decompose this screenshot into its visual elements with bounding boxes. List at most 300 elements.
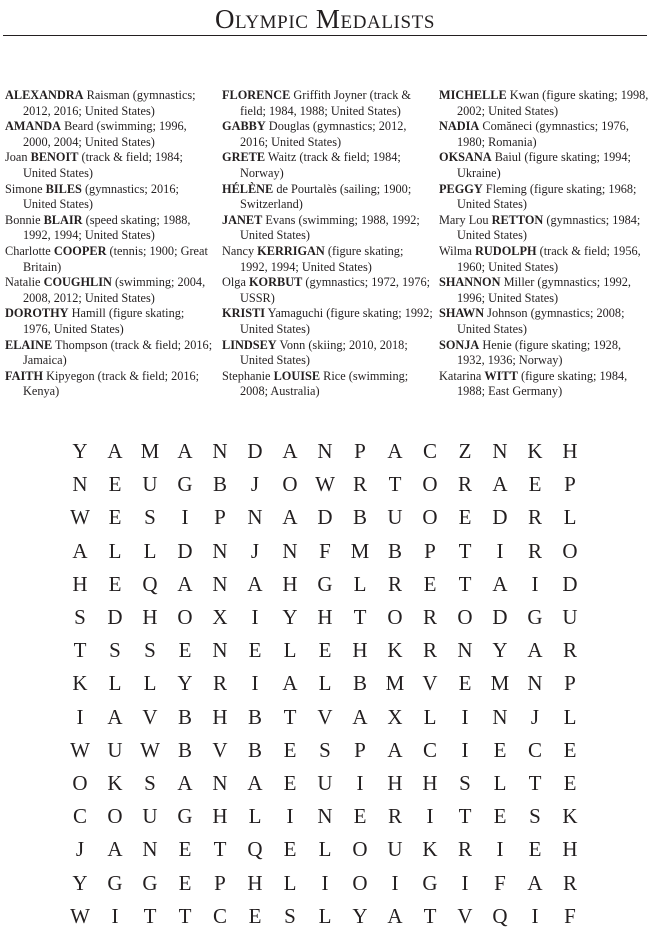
grid-letter[interactable]: U xyxy=(107,737,123,762)
grid-letter[interactable]: H xyxy=(422,771,438,795)
grid-letter[interactable]: C xyxy=(422,737,437,762)
entry-search-word: WITT xyxy=(484,368,518,383)
word-list-entry xyxy=(5,306,213,337)
grid-letter[interactable]: E xyxy=(458,671,472,696)
grid-letter[interactable]: I xyxy=(251,605,259,629)
grid-letter[interactable]: H xyxy=(247,870,263,895)
entry-search-word: LOUISE xyxy=(273,368,321,383)
grid-letter[interactable]: I xyxy=(461,737,469,762)
grid-letter[interactable]: A xyxy=(527,638,543,663)
word-list-entry xyxy=(439,338,649,369)
grid-letter[interactable]: A xyxy=(107,837,123,862)
grid-letter[interactable]: L xyxy=(108,671,122,696)
grid-letter[interactable]: A xyxy=(177,439,193,463)
grid-letter[interactable]: R xyxy=(527,538,542,563)
grid-letter[interactable]: O xyxy=(422,472,438,497)
grid-letter[interactable]: J xyxy=(75,837,85,862)
grid-letter[interactable]: R xyxy=(387,804,402,829)
entry-search-word: KORBUT xyxy=(248,275,303,290)
grid-letter[interactable]: H xyxy=(352,638,368,663)
entry-search-word: DOROTHY xyxy=(5,306,69,321)
grid-row xyxy=(63,734,588,767)
grid-letter[interactable]: N xyxy=(212,571,228,596)
grid-letter[interactable]: B xyxy=(387,538,402,563)
grid-letter[interactable]: M xyxy=(385,671,405,696)
grid-letter[interactable]: A xyxy=(247,771,263,795)
grid-letter[interactable]: G xyxy=(422,870,438,895)
grid-letter[interactable]: E xyxy=(178,870,192,895)
entry-search-word: BILES xyxy=(45,181,82,196)
grid-letter[interactable]: I xyxy=(286,804,294,829)
entry-search-word: HÉLÈNE xyxy=(222,181,274,196)
grid-letter[interactable]: S xyxy=(144,771,156,795)
grid-letter[interactable]: N xyxy=(142,837,158,862)
grid-letter[interactable]: E xyxy=(528,837,542,862)
grid-letter[interactable]: Q xyxy=(247,837,263,862)
grid-letter[interactable]: L xyxy=(248,804,262,829)
grid-letter[interactable]: I xyxy=(461,704,469,729)
grid-letter[interactable]: E xyxy=(563,737,577,762)
entry-search-word: BENOIT xyxy=(30,150,79,165)
entry-detail: Vonn (skiing; 2010, 2018; United States) xyxy=(240,337,408,368)
grid-letter[interactable]: R xyxy=(457,472,472,497)
entry-detail: Comăneci (gymnastics; 1976, 1980; Romania) xyxy=(457,119,629,149)
grid-letter[interactable]: K xyxy=(72,671,88,696)
grid-letter[interactable]: L xyxy=(318,671,332,696)
grid-letter[interactable]: A xyxy=(72,538,88,563)
grid-letter[interactable]: S xyxy=(319,737,331,762)
grid-letter[interactable]: N xyxy=(212,638,228,663)
grid-row xyxy=(63,701,588,734)
entry-detail: Beard (swimming; 1996, 2000, 2004; United States) xyxy=(23,119,187,149)
entry-search-word: ELAINE xyxy=(5,337,53,352)
entry-prefix: Mary Lou xyxy=(439,212,492,227)
grid-letter[interactable]: B xyxy=(212,472,227,497)
grid-letter[interactable]: X xyxy=(212,605,228,629)
grid-letter[interactable]: B xyxy=(177,704,192,729)
grid-letter[interactable]: M xyxy=(140,439,160,463)
grid-letter[interactable]: E xyxy=(248,903,262,928)
grid-letter[interactable]: H xyxy=(212,704,228,729)
grid-letter[interactable]: L xyxy=(318,903,332,928)
page-title: Olympic Medalists xyxy=(214,4,436,34)
grid-letter[interactable]: O xyxy=(352,870,368,895)
grid-letter[interactable]: C xyxy=(212,903,227,928)
word-list-entry xyxy=(5,213,213,244)
grid-letter[interactable]: A xyxy=(492,571,508,596)
grid-letter[interactable]: P xyxy=(214,870,226,895)
grid-letter[interactable]: L xyxy=(423,704,437,729)
grid-letter[interactable]: Y xyxy=(352,903,368,928)
grid-letter[interactable]: U xyxy=(387,837,403,862)
grid-letter[interactable]: V xyxy=(212,737,228,762)
grid-letter[interactable]: A xyxy=(492,472,508,497)
grid-letter[interactable]: F xyxy=(494,870,506,895)
grid-letter[interactable]: E xyxy=(423,571,437,596)
grid-letter[interactable]: O xyxy=(387,605,403,629)
grid-letter[interactable]: M xyxy=(490,671,510,696)
grid-letter[interactable]: T xyxy=(353,605,367,629)
grid-row xyxy=(63,767,588,800)
grid-letter[interactable]: U xyxy=(317,771,333,795)
grid-letter[interactable]: L xyxy=(283,870,297,895)
grid-letter[interactable]: T xyxy=(143,903,157,928)
grid-letter[interactable]: T xyxy=(528,771,542,795)
grid-letter[interactable]: H xyxy=(282,571,298,596)
grid-letter[interactable]: R xyxy=(422,638,437,663)
grid-letter[interactable]: Q xyxy=(492,903,508,928)
grid-letter[interactable]: N xyxy=(317,804,333,829)
grid-letter[interactable]: G xyxy=(177,804,193,829)
grid-letter[interactable]: V xyxy=(422,671,438,696)
grid-letter[interactable]: S xyxy=(459,771,471,795)
grid-letter[interactable]: A xyxy=(387,903,403,928)
grid-letter[interactable]: L xyxy=(143,671,157,696)
grid-row xyxy=(63,568,588,601)
grid-letter[interactable]: N xyxy=(72,472,88,497)
grid-letter[interactable]: A xyxy=(282,439,298,463)
word-list-entry xyxy=(222,182,434,213)
grid-letter[interactable]: I xyxy=(496,538,504,563)
grid-letter[interactable]: I xyxy=(531,571,539,596)
grid-letter[interactable]: L xyxy=(108,538,122,563)
grid-letter[interactable]: K xyxy=(422,837,438,862)
grid-letter[interactable]: P xyxy=(214,505,226,530)
grid-letter[interactable]: B xyxy=(177,737,192,762)
grid-letter[interactable]: E xyxy=(283,771,297,795)
entry-detail: Kwan (figure skating; 1998, 2002; United States) xyxy=(457,88,649,118)
grid-letter[interactable]: T xyxy=(73,638,87,663)
grid-letter[interactable]: D xyxy=(492,505,508,530)
grid-letter[interactable]: L xyxy=(143,538,157,563)
entry-search-word: SONJA xyxy=(439,337,480,352)
grid-letter[interactable]: A xyxy=(107,704,123,729)
word-list-column-1 xyxy=(5,88,213,400)
grid-letter[interactable]: A xyxy=(387,737,403,762)
entry-search-word: FAITH xyxy=(5,368,44,383)
grid-letter[interactable]: O xyxy=(422,505,438,530)
grid-letter[interactable]: E xyxy=(108,472,122,497)
grid-letter[interactable]: T xyxy=(458,804,472,829)
entry-search-word: GRETE xyxy=(222,150,266,165)
entry-detail: (figure skating; 1984, 1988; East Germany) xyxy=(457,368,628,399)
grid-letter[interactable]: T xyxy=(283,704,297,729)
entry-search-word: NADIA xyxy=(439,119,480,134)
grid-letter[interactable]: A xyxy=(387,439,403,463)
grid-letter[interactable]: G xyxy=(177,472,193,497)
grid-letter[interactable]: I xyxy=(181,505,189,530)
grid-letter[interactable]: E xyxy=(353,804,367,829)
grid-letter[interactable]: Q xyxy=(142,571,158,596)
entry-search-word: LINDSEY xyxy=(222,337,277,352)
grid-letter[interactable]: Y xyxy=(282,605,298,629)
grid-letter[interactable]: I xyxy=(76,704,84,729)
title-rule xyxy=(3,35,647,36)
grid-letter[interactable]: A xyxy=(527,870,543,895)
grid-letter[interactable]: L xyxy=(493,771,507,795)
grid-letter[interactable]: Z xyxy=(458,439,472,463)
grid-letter[interactable]: V xyxy=(317,704,333,729)
word-list-entry xyxy=(439,119,649,150)
grid-letter[interactable]: R xyxy=(387,571,402,596)
grid-row xyxy=(63,634,588,667)
grid-letter[interactable]: H xyxy=(387,771,403,795)
grid-letter[interactable]: H xyxy=(562,837,578,862)
entry-prefix: Olga xyxy=(222,275,249,290)
grid-letter[interactable]: G xyxy=(317,571,333,596)
entry-search-word: SHANNON xyxy=(439,275,501,290)
grid-letter[interactable]: S xyxy=(284,903,296,928)
grid-letter[interactable]: I xyxy=(321,870,329,895)
grid-letter[interactable]: L xyxy=(318,837,332,862)
grid-letter[interactable]: T xyxy=(458,538,472,563)
word-search-grid xyxy=(63,435,588,935)
entry-prefix: Katarina xyxy=(439,368,485,383)
grid-letter[interactable]: L xyxy=(563,704,577,729)
grid-letter[interactable]: G xyxy=(527,605,543,629)
grid-letter[interactable]: I xyxy=(391,870,399,895)
entry-prefix: Nancy xyxy=(222,243,258,258)
grid-letter[interactable]: C xyxy=(72,804,87,829)
grid-letter[interactable]: U xyxy=(142,804,158,829)
entry-detail: Hamill (figure skating; 1976, United States) xyxy=(23,306,185,336)
grid-letter[interactable]: M xyxy=(350,538,370,563)
grid-letter[interactable]: S xyxy=(74,605,86,629)
grid-letter[interactable]: V xyxy=(457,903,473,928)
grid-letter[interactable]: I xyxy=(461,870,469,895)
entry-detail: (gymnastics; 1972, 1976; USSR) xyxy=(240,275,431,305)
grid-letter[interactable]: H xyxy=(72,571,88,596)
grid-letter[interactable]: E xyxy=(178,638,192,663)
grid-letter[interactable]: O xyxy=(457,605,473,629)
entry-search-word: AMANDA xyxy=(5,119,62,134)
word-list-entry xyxy=(222,88,434,119)
grid-letter[interactable]: R xyxy=(212,671,227,696)
entry-search-word: BLAIR xyxy=(43,212,83,227)
grid-letter[interactable]: A xyxy=(282,671,298,696)
word-list-entry xyxy=(5,338,213,369)
grid-letter[interactable]: N xyxy=(212,771,228,795)
grid-letter[interactable]: K xyxy=(387,638,403,663)
grid-letter[interactable]: E xyxy=(458,505,472,530)
grid-letter[interactable]: D xyxy=(107,605,123,629)
grid-letter[interactable]: A xyxy=(247,571,263,596)
grid-letter[interactable]: Y xyxy=(72,870,88,895)
entry-search-word: MICHELLE xyxy=(439,88,507,102)
grid-letter[interactable]: B xyxy=(352,671,367,696)
grid-letter[interactable]: N xyxy=(527,671,543,696)
grid-letter[interactable]: R xyxy=(527,505,542,530)
entry-detail: Douglas (gymnastics; 2012, 2016; United States) xyxy=(240,119,407,149)
grid-letter[interactable]: D xyxy=(177,538,193,563)
grid-letter[interactable]: H xyxy=(562,439,578,463)
grid-letter[interactable]: A xyxy=(177,571,193,596)
word-list-entry xyxy=(5,119,213,150)
entry-detail: (figure skating; 1992, 1994; United States) xyxy=(240,243,404,274)
grid-letter[interactable]: D xyxy=(492,605,508,629)
grid-letter[interactable]: R xyxy=(422,605,437,629)
grid-letter[interactable]: L xyxy=(283,638,297,663)
grid-letter[interactable]: O xyxy=(562,538,578,563)
grid-row xyxy=(63,601,588,634)
grid-letter[interactable]: K xyxy=(562,804,578,829)
grid-letter[interactable]: O xyxy=(177,605,193,629)
grid-letter[interactable]: R xyxy=(562,870,577,895)
grid-letter[interactable]: D xyxy=(317,505,333,530)
entry-detail: Thompson (track & field; 2016; Jamaica) xyxy=(23,337,213,368)
grid-letter[interactable]: L xyxy=(563,505,577,530)
grid-letter[interactable]: N xyxy=(492,439,508,463)
grid-letter[interactable]: L xyxy=(353,571,367,596)
grid-letter[interactable]: P xyxy=(564,671,576,696)
grid-letter[interactable]: S xyxy=(144,638,156,663)
grid-letter[interactable]: G xyxy=(107,870,123,895)
word-list-entry xyxy=(5,182,213,213)
grid-letter[interactable]: N xyxy=(457,638,473,663)
entry-search-word: RETTON xyxy=(491,212,544,227)
grid-letter[interactable]: A xyxy=(352,704,368,729)
entry-detail: Griffith Joyner (track & field; 1984, 1988; United States) xyxy=(240,88,411,118)
grid-letter[interactable]: N xyxy=(317,439,333,463)
grid-letter[interactable]: I xyxy=(426,804,434,829)
grid-letter[interactable]: H xyxy=(142,605,158,629)
grid-letter[interactable]: T xyxy=(213,837,227,862)
grid-letter[interactable]: E xyxy=(283,837,297,862)
entry-detail: (swimming; 2004, 2008, 2012; United States) xyxy=(23,275,206,305)
grid-letter[interactable]: C xyxy=(527,737,542,762)
grid-letter[interactable]: P xyxy=(354,737,366,762)
grid-letter[interactable]: J xyxy=(250,472,260,497)
grid-letter[interactable]: P xyxy=(424,538,436,563)
grid-letter[interactable]: J xyxy=(250,538,260,563)
word-list-entry xyxy=(439,244,649,275)
grid-letter[interactable]: W xyxy=(140,737,160,762)
grid-letter[interactable]: G xyxy=(142,870,158,895)
grid-letter[interactable]: T xyxy=(388,472,402,497)
grid-letter[interactable]: Y xyxy=(177,671,193,696)
grid-letter[interactable]: B xyxy=(352,505,367,530)
grid-letter[interactable]: U xyxy=(562,605,578,629)
grid-letter[interactable]: T xyxy=(178,903,192,928)
grid-letter[interactable]: B xyxy=(247,704,262,729)
word-list-entry xyxy=(439,275,649,306)
grid-letter[interactable]: I xyxy=(356,771,364,795)
grid-letter[interactable]: O xyxy=(352,837,368,862)
grid-letter[interactable]: H xyxy=(212,804,228,829)
grid-letter[interactable]: E xyxy=(493,737,507,762)
entry-prefix: Simone xyxy=(5,181,46,196)
word-list-entry xyxy=(439,306,649,337)
word-list-entry xyxy=(222,338,434,369)
grid-letter[interactable]: O xyxy=(72,771,88,795)
grid-letter[interactable]: J xyxy=(530,704,540,729)
entry-detail: de Pourtalès (sailing; 1900; Switzerland) xyxy=(240,181,412,212)
grid-letter[interactable]: E xyxy=(528,472,542,497)
grid-letter[interactable]: N xyxy=(212,538,228,563)
grid-letter[interactable]: U xyxy=(142,472,158,497)
grid-letter[interactable]: K xyxy=(527,439,543,463)
grid-letter[interactable]: F xyxy=(564,903,576,928)
grid-letter[interactable]: E xyxy=(283,737,297,762)
grid-letter[interactable]: W xyxy=(315,472,335,497)
grid-letter[interactable]: W xyxy=(70,737,90,762)
grid-letter[interactable]: E xyxy=(493,804,507,829)
grid-letter[interactable]: E xyxy=(318,638,332,663)
grid-letter[interactable]: E xyxy=(108,505,122,530)
grid-letter[interactable]: I xyxy=(251,671,259,696)
grid-letter[interactable]: O xyxy=(282,472,298,497)
word-list-entry xyxy=(222,244,434,275)
grid-letter[interactable]: A xyxy=(107,439,123,463)
grid-letter[interactable]: O xyxy=(107,804,123,829)
grid-letter[interactable]: X xyxy=(387,704,403,729)
word-list-entry xyxy=(222,369,434,400)
grid-letter[interactable]: I xyxy=(531,903,539,928)
entry-prefix: Joan xyxy=(5,150,31,165)
grid-letter[interactable]: I xyxy=(111,903,119,928)
grid-letter[interactable]: R xyxy=(352,472,367,497)
grid-letter[interactable]: S xyxy=(109,638,121,663)
entry-detail: Johnson (gymnastics; 2008; United States) xyxy=(457,306,625,336)
grid-letter[interactable]: H xyxy=(317,605,333,629)
word-list-column-3 xyxy=(439,88,649,400)
grid-letter[interactable]: R xyxy=(457,837,472,862)
grid-letter[interactable]: N xyxy=(492,704,508,729)
word-list-column-2 xyxy=(222,88,434,400)
entry-search-word: KRISTI xyxy=(222,306,266,321)
grid-letter[interactable]: P xyxy=(354,439,366,463)
grid-letter[interactable]: W xyxy=(70,903,90,928)
grid-letter[interactable]: D xyxy=(562,571,578,596)
grid-letter[interactable]: E xyxy=(248,638,262,663)
grid-letter[interactable]: A xyxy=(177,771,193,795)
grid-letter[interactable]: N xyxy=(282,538,298,563)
grid-letter[interactable]: Y xyxy=(492,638,508,663)
grid-letter[interactable]: C xyxy=(422,439,437,463)
entry-search-word: COUGHLIN xyxy=(43,275,112,290)
grid-letter[interactable]: P xyxy=(564,472,576,497)
grid-letter[interactable]: Y xyxy=(72,439,88,463)
grid-letter[interactable]: R xyxy=(562,638,577,663)
entry-detail: Miller (gymnastics; 1992, 1996; United States) xyxy=(457,275,631,305)
grid-letter[interactable]: D xyxy=(247,439,263,463)
word-list-entry xyxy=(439,182,649,213)
grid-letter[interactable]: T xyxy=(423,903,437,928)
grid-letter[interactable]: F xyxy=(319,538,331,563)
grid-row xyxy=(63,867,588,900)
grid-letter[interactable]: N xyxy=(247,505,263,530)
grid-row xyxy=(63,535,588,568)
grid-letter[interactable]: A xyxy=(282,505,298,530)
word-list-entry xyxy=(439,369,649,400)
grid-letter[interactable]: U xyxy=(387,505,403,530)
grid-letter[interactable]: E xyxy=(563,771,577,795)
grid-letter[interactable]: B xyxy=(247,737,262,762)
entry-detail: Raisman (gymnastics; 2012, 2016; United States) xyxy=(23,88,196,118)
grid-letter[interactable]: E xyxy=(178,837,192,862)
grid-letter[interactable]: I xyxy=(496,837,504,862)
grid-letter[interactable]: W xyxy=(70,505,90,530)
grid-letter[interactable]: K xyxy=(107,771,123,795)
grid-letter[interactable]: V xyxy=(142,704,158,729)
grid-letter[interactable]: E xyxy=(108,571,122,596)
word-list-entry xyxy=(222,150,434,181)
grid-letter[interactable]: N xyxy=(212,439,228,463)
entry-search-word: OKSANA xyxy=(439,150,492,165)
grid-letter[interactable]: S xyxy=(144,505,156,530)
grid-letter[interactable]: T xyxy=(458,571,472,596)
grid-letter[interactable]: S xyxy=(529,804,541,829)
